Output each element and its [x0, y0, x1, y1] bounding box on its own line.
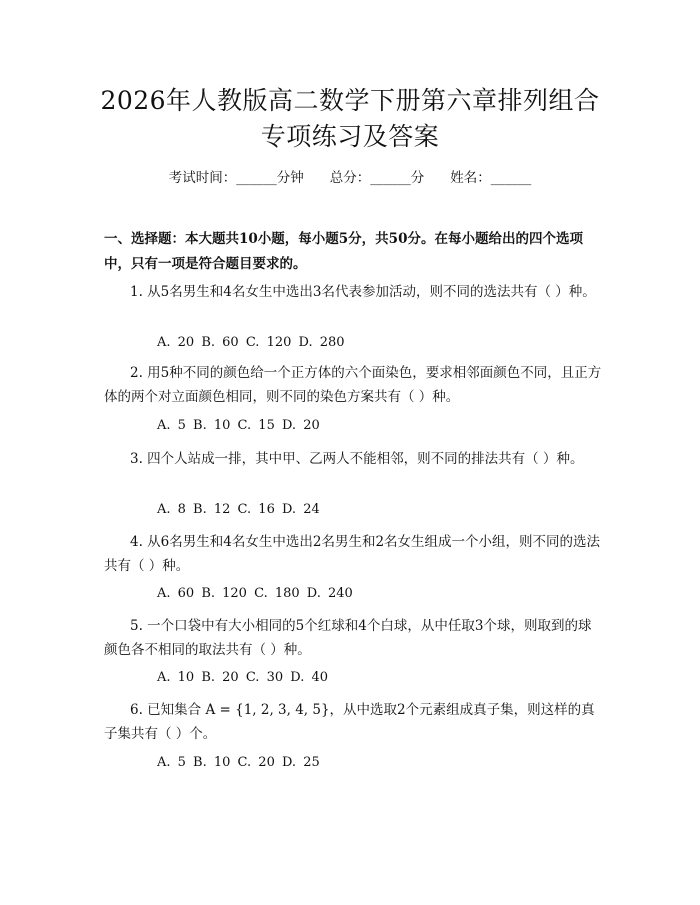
question-4: 4. 从6名男生和4名女生中选出2名男生和2名女生组成一个小组，则不同的选法共有（ ）种。 — [104, 534, 601, 574]
question-1: 1. 从5名男生和4名女生中选出3名代表参加活动，则不同的选法共有（ ）种。 — [130, 284, 596, 300]
page-title-line2: 专项练习及答案 — [260, 122, 440, 151]
exam-time: 考试时间：______分钟 — [168, 170, 304, 186]
exam-score: 总分：______分 — [329, 170, 425, 186]
question-2-options: A. 5 B. 10 C. 15 D. 20 — [157, 418, 320, 433]
question-3-options: A. 8 B. 12 C. 16 D. 24 — [157, 502, 320, 517]
question-3: 3. 四个人站成一排，其中甲、乙两人不能相邻，则不同的排法共有（ ）种。 — [130, 451, 584, 467]
question-1-options: A. 20 B. 60 C. 120 D. 280 — [157, 335, 345, 350]
section-heading: 一、选择题：本大题共10小题，每小题5分，共50分。在每小题给出的四个选项中，只有一项是符合题目要求的。 — [104, 231, 583, 272]
question-6-options: A. 5 B. 10 C. 20 D. 25 — [157, 755, 320, 770]
exam-info — [0, 168, 700, 188]
question-5: 5. 一个口袋中有大小相同的5个红球和4个白球，从中任取3个球，则取到的球颜色各不相同的取法共有（ ）种。 — [104, 618, 592, 658]
page-title-line1: 2026年人教版高二数学下册第六章排列组合 — [100, 86, 600, 115]
question-5-options: A. 10 B. 20 C. 30 D. 40 — [157, 670, 329, 685]
question-6: 6. 已知集合 A = {1, 2, 3, 4, 5}，从中选取2个元素组成真子集，则这样的真子集共有（ ）个。 — [104, 702, 595, 742]
question-4-options: A. 60 B. 120 C. 180 D. 240 — [157, 586, 353, 601]
question-2: 2. 用5种不同的颜色给一个正方体的六个面染色，要求相邻面颜色不同，且正方体的两个对立面颜色相同，则不同的染色方案共有（ ）种。 — [104, 365, 602, 405]
exam-name: 姓名：______ — [450, 170, 532, 186]
